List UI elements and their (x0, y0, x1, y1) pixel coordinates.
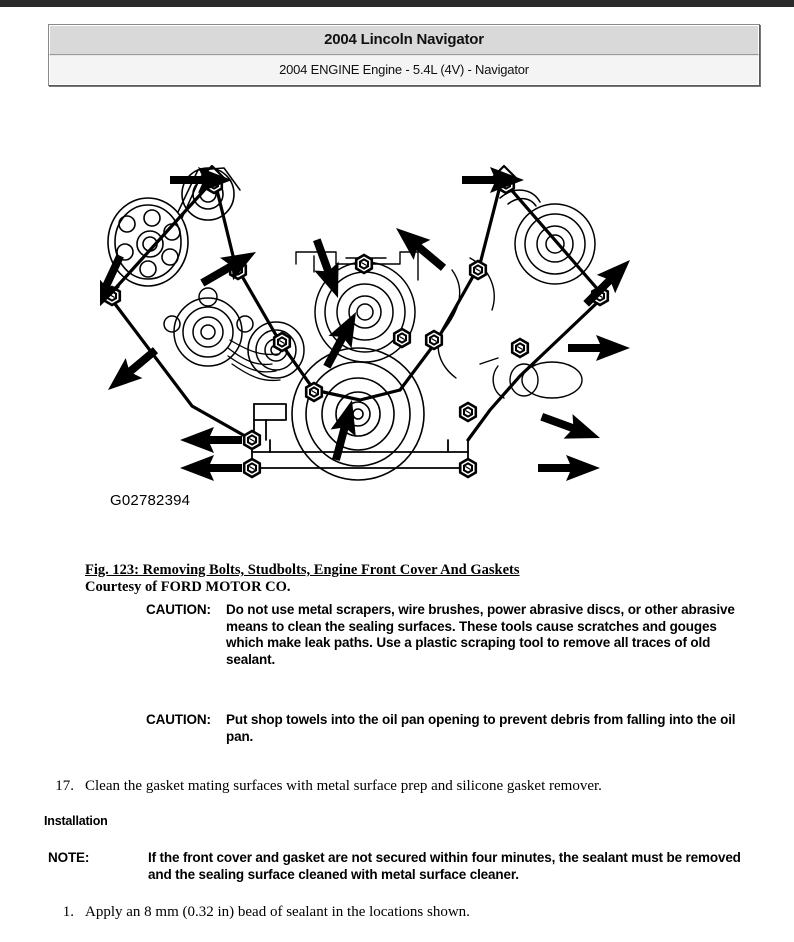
caution-label: CAUTION: (146, 602, 211, 617)
vehicle-title: 2004 Lincoln Navigator (49, 25, 759, 55)
procedure-step-1 (48, 903, 748, 921)
top-dark-bar (0, 0, 794, 7)
note-label: NOTE: (48, 850, 90, 865)
vehicle-subtitle: 2004 ENGINE Engine - 5.4L (4V) - Navigator (49, 55, 759, 85)
section-heading-installation: Installation (44, 814, 108, 828)
caution-label: CAUTION: (146, 712, 211, 727)
vehicle-header-box (48, 24, 760, 86)
note-block (48, 850, 758, 883)
figure-id-label: G02782394 (110, 492, 191, 509)
step-number: 17. (55, 778, 74, 794)
procedure-step-17 (48, 777, 748, 795)
caution-block-2 (146, 712, 746, 745)
caution-block-1 (146, 602, 746, 668)
caution-text: Do not use metal scrapers, wire brushes, power abrasive discs, or other abrasive means to clean the sealing surfaces. These tools cause scratches and gouges which make leak paths. Use a plastic scraping tool to remove all traces of old sealant. (226, 602, 735, 667)
caution-text: Put shop towels into the oil pan opening to prevent debris from falling into the oil pan. (226, 712, 736, 744)
step-text: Apply an 8 mm (0.32 in) bead of sealant in the locations shown. (85, 904, 470, 920)
figure-courtesy: Courtesy of FORD MOTOR CO. (85, 579, 291, 595)
step-number: 1. (62, 904, 74, 920)
step-text: Clean the gasket mating surfaces with metal surface prep and silicone gasket remover. (85, 778, 602, 794)
note-text: If the front cover and gasket are not secured within four minutes, the sealant must be removed and the sealing surface cleaned with metal surface cleaner. (148, 850, 741, 882)
figure-caption-title: Fig. 123: Removing Bolts, Studbolts, Engine Front Cover And Gaskets (85, 562, 520, 578)
figure-caption (85, 562, 745, 596)
engine-front-cover-diagram (100, 152, 630, 490)
